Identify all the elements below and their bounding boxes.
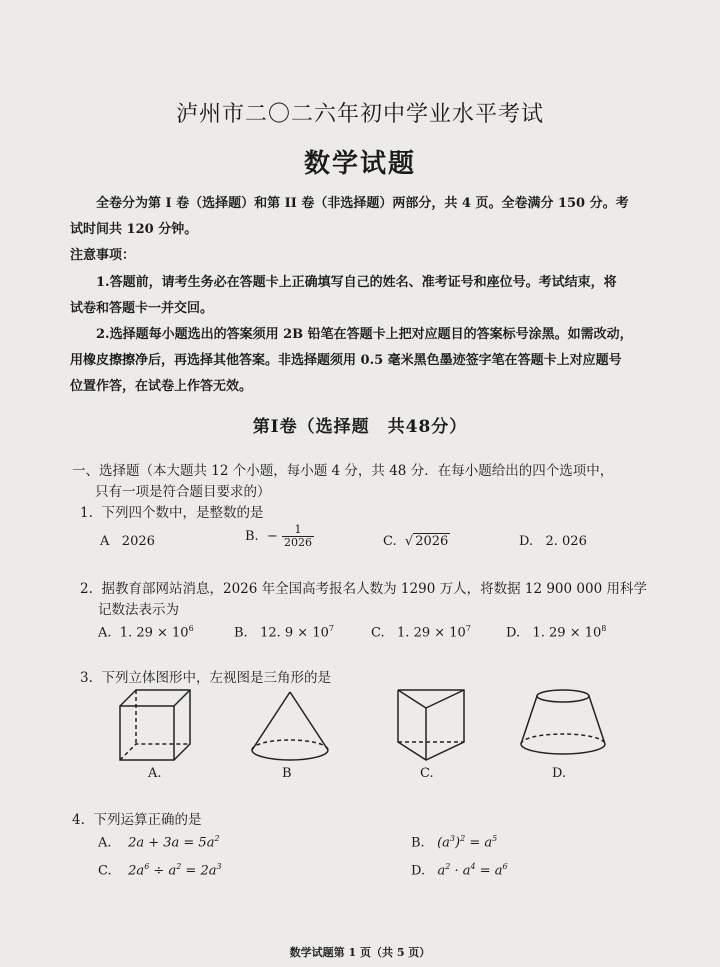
q2-option-a	[98, 624, 194, 640]
note-1-line-2: 试卷和答题卡一并交回。	[70, 301, 214, 316]
q2-option-c	[371, 624, 471, 640]
option-value: 2a + 3a = 5a	[128, 835, 215, 851]
fraction	[282, 524, 314, 549]
option-value: 1. 29 × 10	[119, 625, 189, 641]
option-value: 2026	[121, 534, 155, 549]
option-label: A.	[98, 625, 112, 641]
radicand: 2026	[415, 534, 449, 549]
triangular-prism-figure	[396, 688, 468, 768]
expr-part: · a	[450, 863, 471, 879]
expr-part: 2a	[128, 863, 145, 879]
option-label: D.	[506, 625, 521, 641]
option-sign: −	[266, 529, 278, 544]
exponent: 5	[492, 834, 498, 843]
intro-line-1: 全卷分为第 I 卷（选择题）和第 II 卷（非选择题）两部分，共 4 页。全卷满分 150 分。考	[96, 196, 629, 211]
exponent: 4	[470, 862, 476, 871]
option-label: A	[100, 534, 110, 549]
q2-option-b	[234, 624, 334, 640]
exponent: 2	[460, 834, 466, 843]
option-label: C.	[98, 863, 112, 879]
option-value: 2. 026	[545, 534, 587, 549]
q2-stem-text: 据教育部网站消息，2026 年全国高考报名人数为 1290 万人，将数据 12 900 000 用科学	[101, 581, 647, 597]
q2-option-d	[506, 624, 606, 640]
q3-option-a-label: A.	[148, 766, 162, 781]
fraction-numerator: 1	[282, 524, 314, 537]
section-1-title: 第Ⅰ卷（选择题 共48分）	[252, 417, 468, 437]
option-value: 1. 29 × 10	[397, 625, 466, 641]
q2-stem-line-1	[80, 578, 647, 600]
exam-title: 泸州市二〇二六年初中学业水平考试	[175, 102, 544, 127]
q1-option-d	[519, 534, 587, 549]
option-value: 1. 29 × 10	[532, 625, 602, 641]
expr-part: )	[455, 835, 461, 851]
option-value: 12. 9 × 10	[260, 625, 329, 641]
q3-number: 3.	[80, 670, 93, 686]
expr-part: = a	[475, 863, 503, 879]
exponent: 6	[188, 624, 194, 633]
exponent: 6	[502, 862, 508, 871]
exponent: 6	[144, 862, 150, 871]
q1-stem-text: 下列四个数中，是整数的是	[101, 505, 264, 521]
q3-option-b-label: B	[282, 766, 292, 781]
exponent: 2	[176, 862, 182, 871]
expr-part: = 2a	[181, 863, 217, 879]
q1-option-b	[245, 524, 314, 549]
expr-part: ÷ a	[149, 863, 177, 879]
option-label: B.	[411, 835, 425, 851]
option-label: A.	[98, 835, 112, 851]
option-label: B.	[234, 625, 248, 641]
q4-stem-text: 下列运算正确的是	[93, 812, 202, 828]
subject-title: 数学试题	[303, 149, 416, 179]
q2-stem-line-2: 记数法表示为	[98, 602, 179, 618]
exponent: 7	[465, 624, 471, 633]
expr-part: (a	[437, 835, 450, 851]
exponent: 3	[449, 834, 456, 843]
page-footer: 数学试题第 1 页（共 5 页）	[289, 946, 431, 959]
q3-stem	[80, 667, 331, 689]
q4-option-b	[411, 834, 497, 850]
q3-stem-text: 下列立体图形中，左视图是三角形的是	[101, 670, 331, 686]
option-label: C.	[371, 625, 385, 641]
expr-part: = a	[465, 835, 493, 851]
option-label: C.	[383, 534, 397, 549]
section-1-instruction-line-2: 只有一项是符合题目要求的）	[95, 484, 271, 500]
radical-sign: √	[404, 534, 414, 549]
section-1-instruction-line-1: 一、选择题（本大题共 12 个小题，每小题 4 分，共 48 分．在每小题给出的四个选项中，	[72, 463, 614, 479]
intro-line-2: 试时间共 120 分钟。	[70, 222, 198, 237]
cone-figure	[250, 690, 330, 770]
frustum-figure	[518, 688, 608, 768]
cube-figure	[118, 688, 194, 768]
exponent: 7	[328, 624, 334, 633]
q3-option-c-label: C.	[420, 766, 434, 781]
option-label: D.	[411, 863, 426, 879]
q4-stem	[72, 809, 201, 831]
note-2-line-1: 2.选择题每小题选出的答案须用 2B 铅笔在答题卡上把对应题目的答案标号涂黑。如需改动，	[96, 327, 633, 342]
note-2-line-3: 位置作答，在试卷上作答无效。	[70, 379, 253, 394]
q4-option-d	[411, 862, 508, 878]
option-label: B.	[245, 529, 259, 544]
q4-option-c	[98, 862, 222, 878]
q1-number: 1.	[80, 505, 93, 521]
q1-stem	[80, 502, 263, 524]
exponent: 3	[216, 862, 222, 871]
q4-number: 4.	[72, 812, 85, 828]
q3-option-d-label: D.	[552, 766, 567, 781]
q2-number: 2.	[80, 581, 93, 597]
note-1-line-1: 1.答题前，请考生务必在答题卡上正确填写自己的姓名、准考证号和座位号。考试结束，将	[96, 275, 617, 290]
q4-option-a	[98, 834, 220, 850]
notes-heading: 注意事项：	[70, 248, 136, 263]
exponent: 8	[601, 624, 607, 633]
q1-option-c	[383, 534, 450, 549]
q1-option-a	[100, 534, 155, 549]
option-label: D.	[519, 534, 534, 549]
exponent: 2	[445, 862, 451, 871]
exponent: 2	[214, 834, 220, 843]
expr-part: a	[437, 863, 446, 879]
note-2-line-2: 用橡皮擦擦净后，再选择其他答案。非选择题须用 0.5 毫米黑色墨迹签字笔在答题卡上对应题号	[70, 353, 622, 368]
fraction-denominator: 2026	[284, 536, 312, 549]
